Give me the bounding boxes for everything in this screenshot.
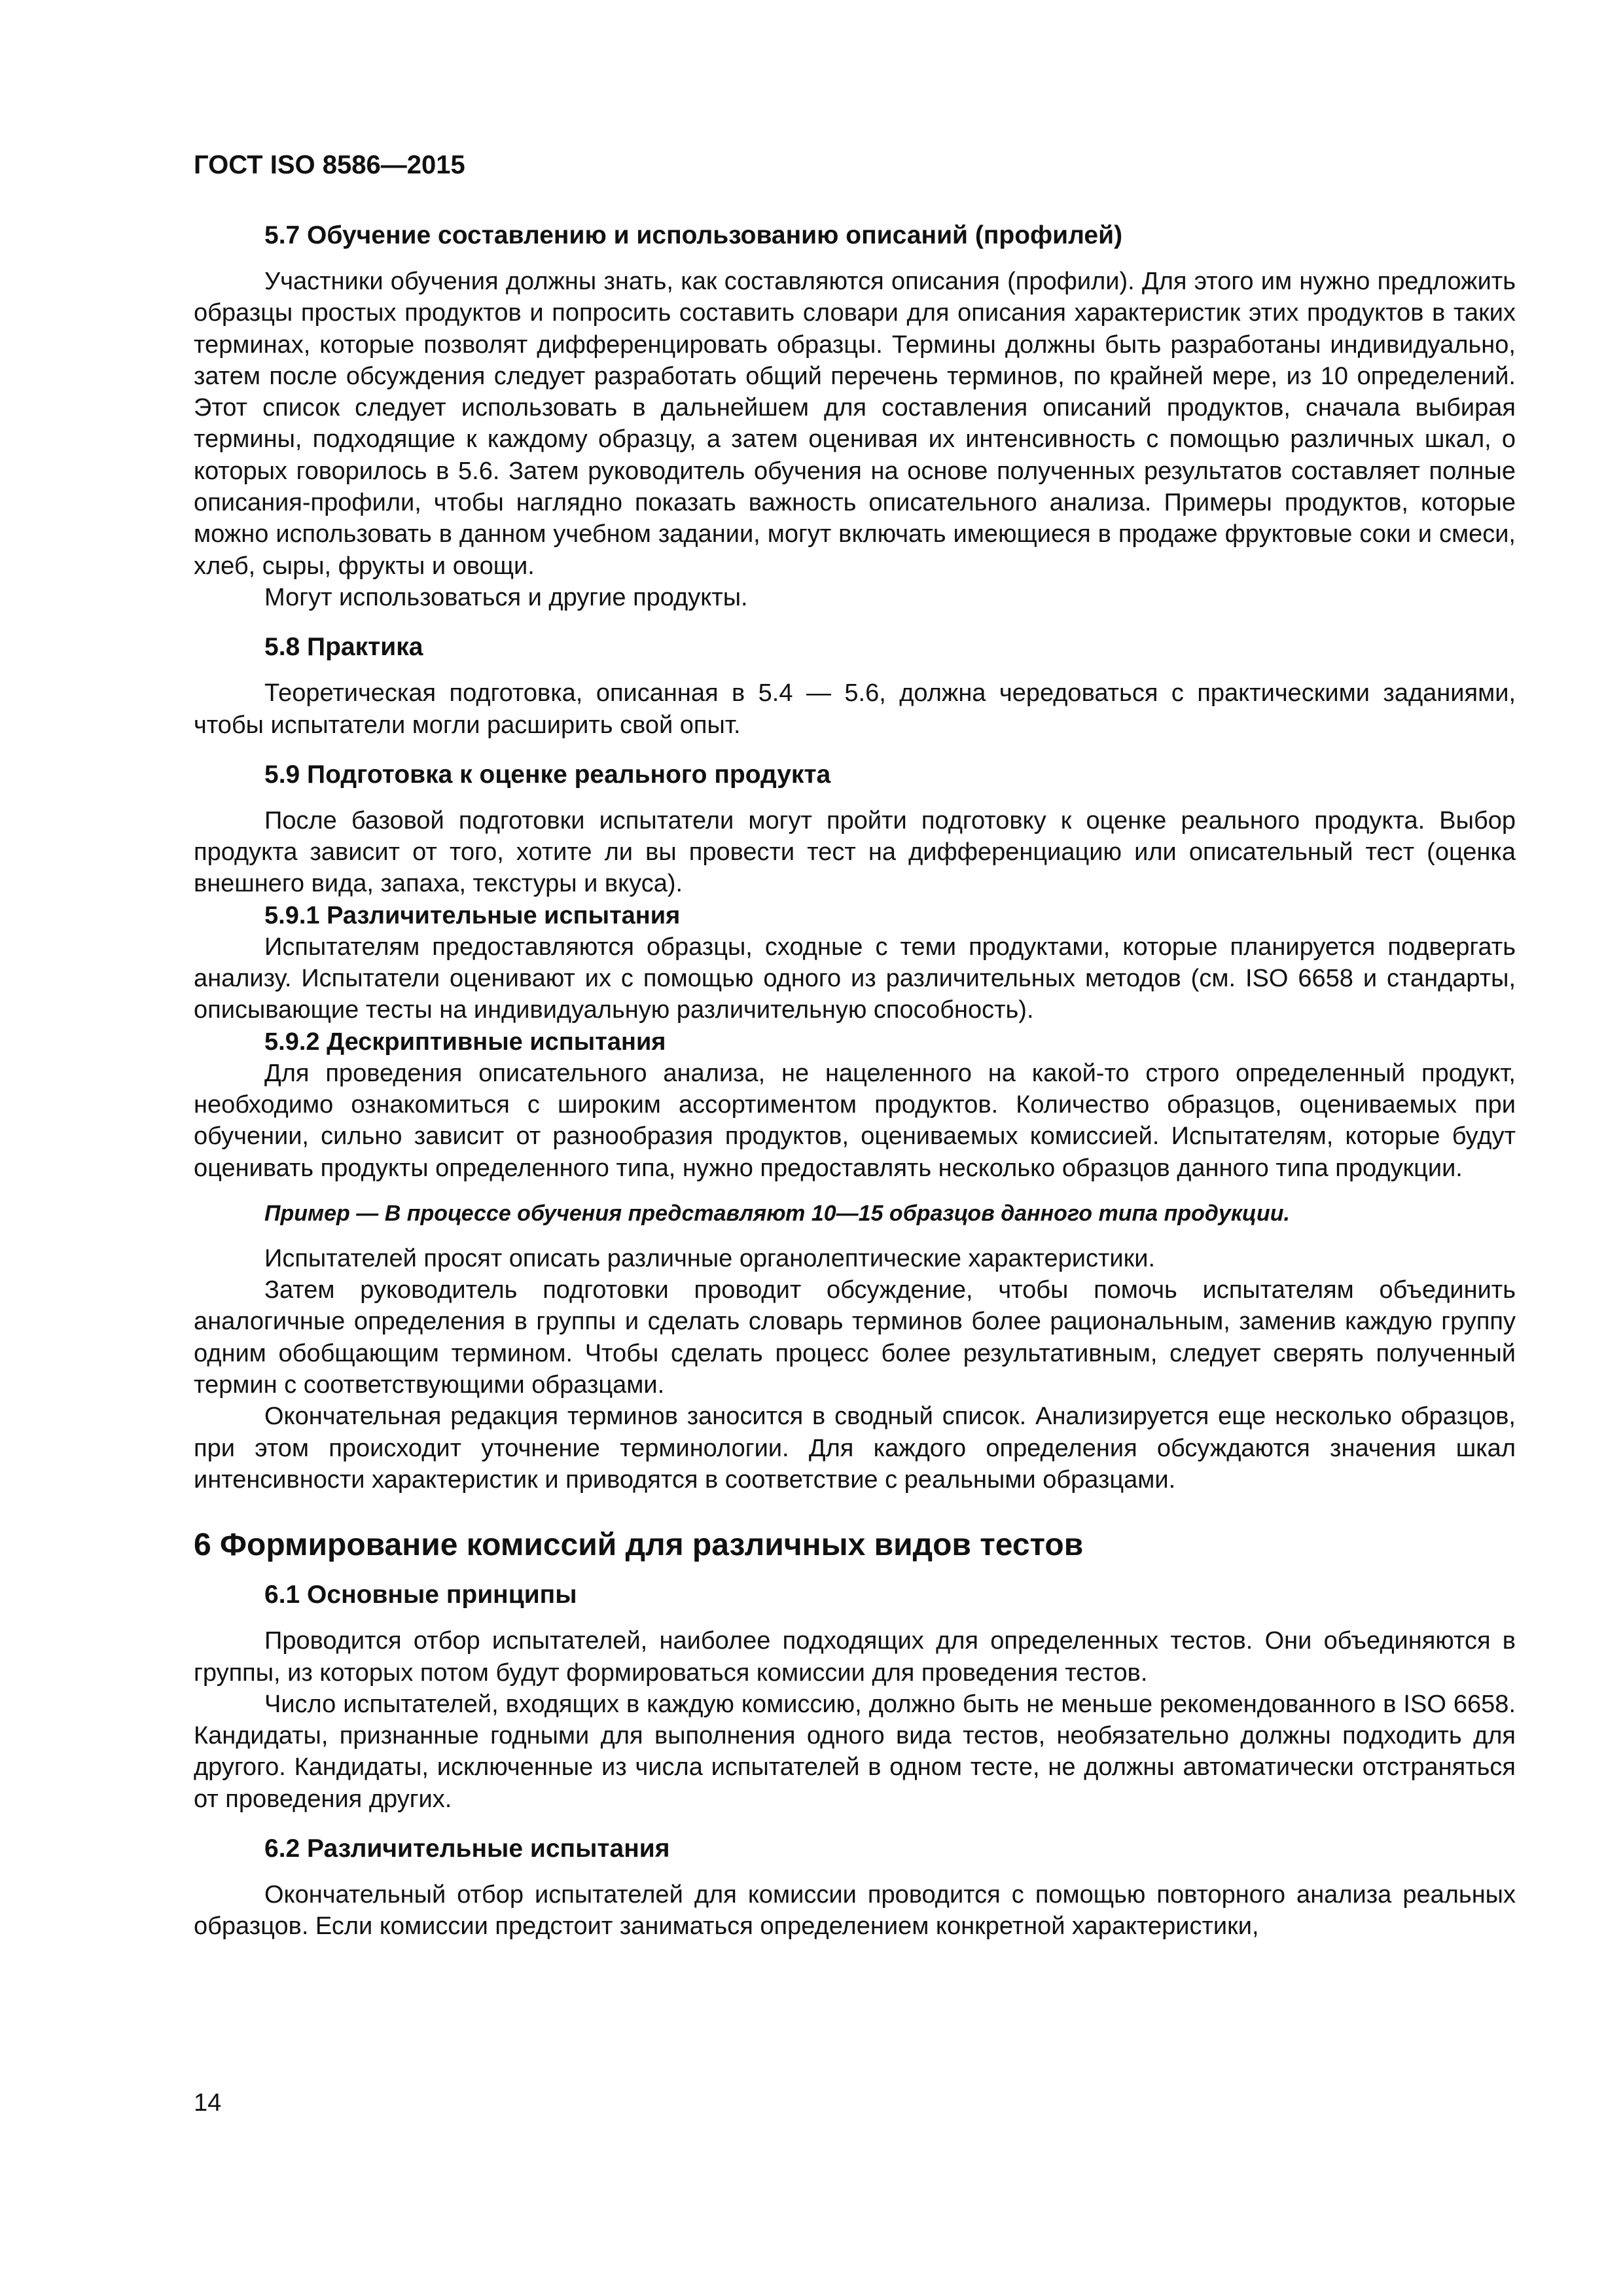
section-5-7-paragraph-2: Могут использоваться и другие продукты. <box>264 583 748 611</box>
section-5-9-2-example: Пример — В процессе обучения представляют 10—15 образцов данного типа продукции. <box>264 1200 1291 1226</box>
section-5-8-paragraph-1: Теоретическая подготовка, описанная в 5.4 — 5.6, должна чередоваться с практическими заданиями, чтобы испытатели могли расширить свой опыт. <box>194 679 1516 739</box>
section-5-9-1-paragraph-1: Испытателям предоставляются образцы, сходные с теми продуктами, которые планируется подвергать анализу. Испытатели оценивают их с помощью одного из различительных методов (см. ISO 6658 и стандарты, описывающие тесты на индивидуальную различительную способность). <box>194 933 1516 1024</box>
section-5-7-paragraph-1: Участники обучения должны знать, как составляются описания (профили). Для этого им нужно предложить образцы простых продуктов и попросить составить словари для описания характеристик этих продуктов в таких терминах, которые позволят дифференцировать образцы. Термины должны быть разработаны индивидуально, затем после обсуждения следует разработать общий перечень терминов, по крайней мере, из 10 определений. Этот список следует использовать в дальнейшем для составления описаний продуктов, сначала выбирая термины, подходящие к каждому образцу, а затем оценивая их интенсивность с помощью различных шкал, о которых говорилось в 5.6. Затем руководитель обучения на основе полученных результатов составляет полные описания-профили, чтобы наглядно показать важность описательного анализа. Примеры продуктов, которые можно использовать в данном учебном задании, могут включать имеющиеся в продаже фруктовые соки и смеси, хлеб, сыры, фрукты и овощи. <box>194 268 1516 580</box>
section-5-9-2-paragraph-1: Для проведения описательного анализа, не нацеленного на какой-то строго определенный продукт, необходимо ознакомиться с широким ассортиментом продуктов. Количество образцов, оцениваемых при обучении, сильно зависит от разнообразия продуктов, оцениваемых комиссией. Испытателям, которые будут оценивать продукты определенного типа, нужно предоставлять несколько образцов данного типа продукции. <box>194 1059 1516 1182</box>
section-6-1-heading: 6.1 Основные принципы <box>264 1581 577 1609</box>
section-6-1-paragraph-2: Число испытателей, входящих в каждую комиссию, должно быть не меньше рекомендованного в ISO 6658. Кандидаты, признанные годными для выполнения одного вида тестов, необязательно должны подходить для другого. Кандидаты, исключенные из числа испытателей в одном тесте, не должны автоматически отстраняться от проведения других. <box>194 1690 1516 1813</box>
document-page <box>194 149 1516 1943</box>
section-6-heading: 6 Формирование комиссий для различных видов тестов <box>194 1528 1084 1563</box>
section-5-9-2-heading: 5.9.2 Дескриптивные испытания <box>264 1028 666 1056</box>
section-6-1-paragraph-1: Проводится отбор испытателей, наиболее подходящих для определенных тестов. Они объединяются в группы, из которых потом будут формироваться комиссии для проведения тестов. <box>194 1627 1516 1687</box>
document-code-header: ГОСТ ISO 8586—2015 <box>194 151 465 179</box>
section-5-7-heading: 5.7 Обучение составлению и использованию описаний (профилей) <box>264 221 1123 249</box>
section-5-9-2-paragraph-4: Окончательная редакция терминов заносится в сводный список. Анализируется еще несколько образцов, при этом происходит уточнение терминологии. Для каждого определения обсуждаются значения шкал интенсивности характеристик и приводятся в соответствие с реальными образцами. <box>194 1403 1516 1494</box>
section-5-9-1-heading: 5.9.1 Различительные испытания <box>264 901 681 929</box>
section-6-2-heading: 6.2 Различительные испытания <box>264 1834 670 1863</box>
section-5-9-2-paragraph-2: Испытателей просят описать различные органолептические характеристики. <box>264 1244 1156 1272</box>
section-5-9-paragraph-1: После базовой подготовки испытатели могут пройти подготовку к оценке реального продукта. Выбор продукта зависит от того, хотите ли вы провести тест на дифференциацию или описательный тест (оценка внешнего вида, запаха, текстуры и вкуса). <box>194 806 1516 898</box>
section-5-8-heading: 5.8 Практика <box>264 633 423 662</box>
section-5-9-2-paragraph-3: Затем руководитель подготовки проводит обсуждение, чтобы помочь испытателям объединить аналогичные определения в группы и сделать словарь терминов более рациональным, заменив каждую группу одним обобщающим термином. Чтобы сделать процесс более результативным, следует сверять полученный термин с соответствующими образцами. <box>194 1276 1516 1399</box>
page-number: 14 <box>194 2089 222 2117</box>
section-6-2-paragraph-1: Окончательный отбор испытателей для комиссии проводится с помощью повторного анализа реальных образцов. Если комиссии предстоит заниматься определением конкретной характеристики, <box>194 1880 1516 1941</box>
section-5-9-heading: 5.9 Подготовка к оценке реального продукта <box>264 760 831 789</box>
